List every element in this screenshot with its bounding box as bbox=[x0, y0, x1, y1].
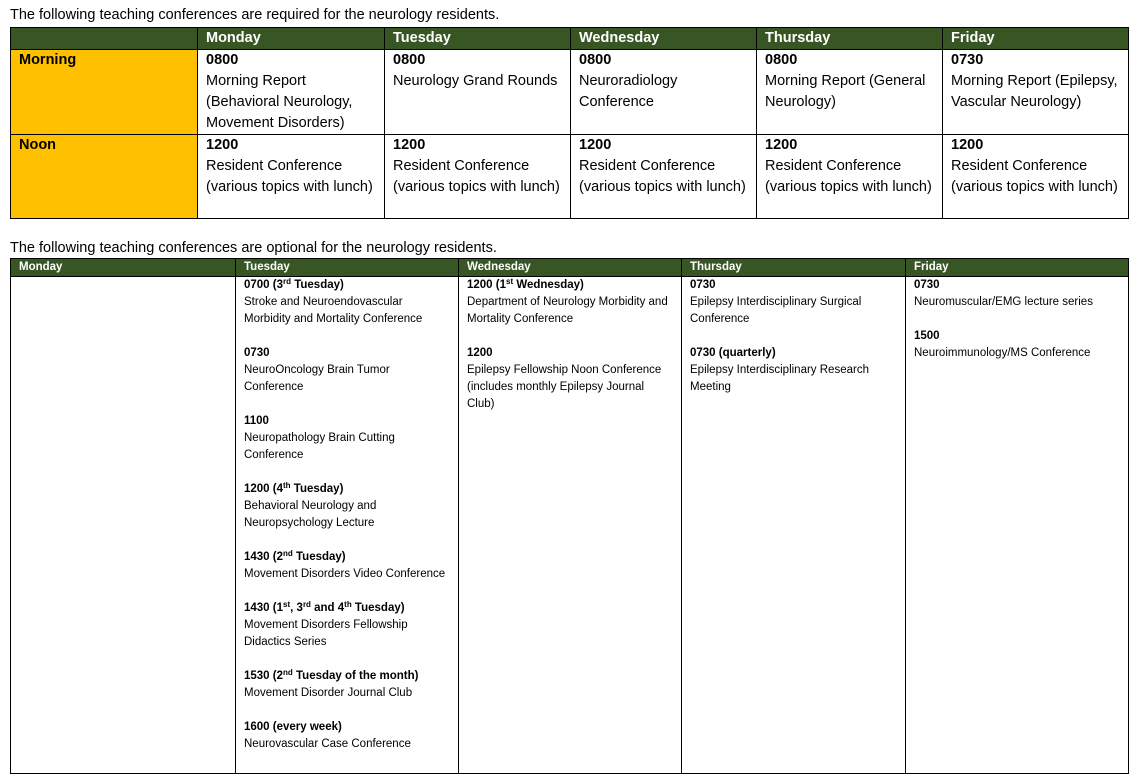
day-header-wednesday: Wednesday bbox=[459, 259, 682, 277]
conference-cell bbox=[757, 135, 943, 219]
schedule-row-noon bbox=[11, 135, 1129, 219]
conference-entry bbox=[467, 277, 673, 328]
conference-time bbox=[690, 345, 897, 362]
day-header-thursday: Thursday bbox=[757, 28, 943, 50]
day-header-tuesday: Tuesday bbox=[385, 28, 571, 50]
time-text: 0730 bbox=[914, 279, 940, 291]
day-header-wednesday: Wednesday bbox=[571, 28, 757, 50]
conference-cell bbox=[385, 135, 571, 219]
conference-title: Resident Conference (various topics with lunch) bbox=[393, 158, 560, 195]
conference-title: Resident Conference (various topics with lunch) bbox=[951, 158, 1118, 195]
conference-title: Resident Conference (various topics with lunch) bbox=[765, 158, 932, 195]
time-text: 1200 (4 bbox=[244, 483, 284, 495]
day-column-friday bbox=[906, 277, 1129, 774]
conference-cell bbox=[385, 50, 571, 135]
conference-title: Epilepsy Fellowship Noon Conference (includes monthly Epilepsy Journal Club) bbox=[467, 364, 662, 410]
conference-title: Movement Disorder Journal Club bbox=[244, 687, 413, 699]
conference-entry bbox=[244, 549, 450, 583]
time-text: Tuesday) bbox=[290, 483, 344, 495]
conference-entry bbox=[244, 481, 450, 532]
conference-time bbox=[467, 345, 673, 362]
conference-title: Neuroradiology Conference bbox=[579, 73, 678, 110]
conference-entry bbox=[914, 328, 1120, 362]
time-text: 1200 bbox=[467, 347, 493, 359]
header-empty bbox=[11, 28, 198, 50]
optional-conferences-table bbox=[10, 258, 1129, 774]
ordinal-suffix: rd bbox=[302, 600, 311, 609]
time-text: 0700 (3 bbox=[244, 279, 284, 291]
conference-time bbox=[467, 277, 673, 294]
conference-entry bbox=[914, 277, 1120, 311]
conference-entry bbox=[244, 345, 450, 396]
time-text: 1600 (every week) bbox=[244, 721, 342, 733]
conference-cell bbox=[571, 135, 757, 219]
day-header-friday: Friday bbox=[906, 259, 1129, 277]
conference-title: Behavioral Neurology and Neuropsychology Lecture bbox=[244, 500, 377, 529]
day-column-thursday bbox=[682, 277, 906, 774]
time-slot-label: Morning bbox=[11, 50, 198, 135]
conference-time bbox=[914, 277, 1120, 294]
time-text: 1500 bbox=[914, 330, 940, 342]
conference-time bbox=[244, 549, 450, 566]
conference-title: NeuroOncology Brain Tumor Conference bbox=[244, 364, 390, 393]
conference-cell bbox=[198, 135, 385, 219]
day-column-wednesday bbox=[459, 277, 682, 774]
time-text: and 4 bbox=[310, 602, 345, 614]
ordinal-suffix: st bbox=[283, 600, 291, 609]
time-slot-label: Noon bbox=[11, 135, 198, 219]
time-text: Tuesday of the month) bbox=[292, 670, 419, 682]
time-text: 1200 (1 bbox=[467, 279, 507, 291]
time-text: 1430 (2 bbox=[244, 551, 284, 563]
day-header-monday: Monday bbox=[198, 28, 385, 50]
conference-time: 1200 bbox=[951, 137, 984, 153]
time-text: Tuesday) bbox=[291, 279, 344, 291]
conference-entry bbox=[244, 413, 450, 464]
ordinal-suffix: st bbox=[506, 277, 514, 286]
conference-time bbox=[244, 481, 450, 498]
optional-caption: The following teaching conferences are optional for the neurology residents. bbox=[10, 240, 497, 256]
conference-time: 0800 bbox=[765, 52, 798, 68]
conference-time bbox=[914, 328, 1120, 345]
conference-cell bbox=[757, 50, 943, 135]
conference-time: 1200 bbox=[765, 137, 798, 153]
time-text: 1430 (1 bbox=[244, 602, 284, 614]
time-text: , 3 bbox=[290, 602, 303, 614]
conference-title: Epilepsy Interdisciplinary Research Meeting bbox=[690, 364, 869, 393]
time-text: Wednesday) bbox=[513, 279, 584, 291]
schedule-row-morning bbox=[11, 50, 1129, 135]
conference-time bbox=[244, 413, 450, 430]
day-header-thursday: Thursday bbox=[682, 259, 906, 277]
conference-cell bbox=[943, 50, 1129, 135]
time-text: 0730 bbox=[244, 347, 270, 359]
day-column-tuesday bbox=[236, 277, 459, 774]
ordinal-suffix: rd bbox=[283, 277, 292, 286]
conference-time: 0730 bbox=[951, 52, 984, 68]
conference-entry bbox=[690, 345, 897, 396]
conference-time bbox=[244, 719, 450, 736]
conference-title: Morning Report (Behavioral Neurology, Movement Disorders) bbox=[206, 73, 353, 131]
time-text: 1100 bbox=[244, 415, 269, 427]
conference-title: Department of Neurology Morbidity and Mortality Conference bbox=[467, 296, 668, 325]
day-column-monday bbox=[11, 277, 236, 774]
conference-entry bbox=[244, 600, 450, 651]
conference-title: Movement Disorders Fellowship Didactics Series bbox=[244, 619, 408, 648]
conference-title: Neurovascular Case Conference bbox=[244, 738, 411, 750]
required-conferences-table bbox=[10, 27, 1129, 219]
ordinal-suffix: nd bbox=[283, 668, 293, 677]
conference-time: 0800 bbox=[579, 52, 612, 68]
day-header-friday: Friday bbox=[943, 28, 1129, 50]
conference-title: Neurology Grand Rounds bbox=[393, 73, 558, 89]
conference-title: Morning Report (General Neurology) bbox=[765, 73, 926, 110]
time-text: 0730 (quarterly) bbox=[690, 347, 776, 359]
day-header-monday: Monday bbox=[11, 259, 236, 277]
conference-entry bbox=[467, 345, 673, 413]
time-text: Tuesday) bbox=[351, 602, 405, 614]
conference-cell bbox=[571, 50, 757, 135]
conference-entry bbox=[244, 277, 450, 328]
conference-cell bbox=[198, 50, 385, 135]
ordinal-suffix: nd bbox=[283, 549, 293, 558]
conference-title: Neuromuscular/EMG lecture series bbox=[914, 296, 1093, 308]
time-text: Tuesday) bbox=[292, 551, 346, 563]
conference-time: 1200 bbox=[393, 137, 426, 153]
conference-cell bbox=[943, 135, 1129, 219]
conference-time: 0800 bbox=[206, 52, 239, 68]
ordinal-suffix: th bbox=[283, 481, 291, 490]
conference-title: Neuroimmunology/MS Conference bbox=[914, 347, 1091, 359]
conference-entry bbox=[244, 668, 450, 702]
conference-time bbox=[690, 277, 897, 294]
conference-entry bbox=[244, 719, 450, 753]
day-header-tuesday: Tuesday bbox=[236, 259, 459, 277]
conference-title: Resident Conference (various topics with lunch) bbox=[206, 158, 373, 195]
conference-title: Resident Conference (various topics with lunch) bbox=[579, 158, 746, 195]
ordinal-suffix: th bbox=[344, 600, 352, 609]
conference-title: Epilepsy Interdisciplinary Surgical Conference bbox=[690, 296, 862, 325]
conference-title: Movement Disorders Video Conference bbox=[244, 568, 446, 580]
conference-entry bbox=[690, 277, 897, 328]
time-text: 0730 bbox=[690, 279, 716, 291]
conference-time bbox=[244, 600, 450, 617]
conference-time bbox=[244, 345, 450, 362]
conference-time: 0800 bbox=[393, 52, 426, 68]
conference-time bbox=[244, 277, 450, 294]
time-text: 1530 (2 bbox=[244, 670, 284, 682]
conference-title: Morning Report (Epilepsy, Vascular Neurology) bbox=[951, 73, 1118, 110]
conference-time bbox=[244, 668, 450, 685]
conference-time: 1200 bbox=[579, 137, 612, 153]
required-caption: The following teaching conferences are required for the neurology residents. bbox=[10, 7, 500, 23]
conference-time: 1200 bbox=[206, 137, 239, 153]
conference-title: Stroke and Neuroendovascular Morbidity and Mortality Conference bbox=[244, 296, 423, 325]
conference-title: Neuropathology Brain Cutting Conference bbox=[244, 432, 395, 461]
